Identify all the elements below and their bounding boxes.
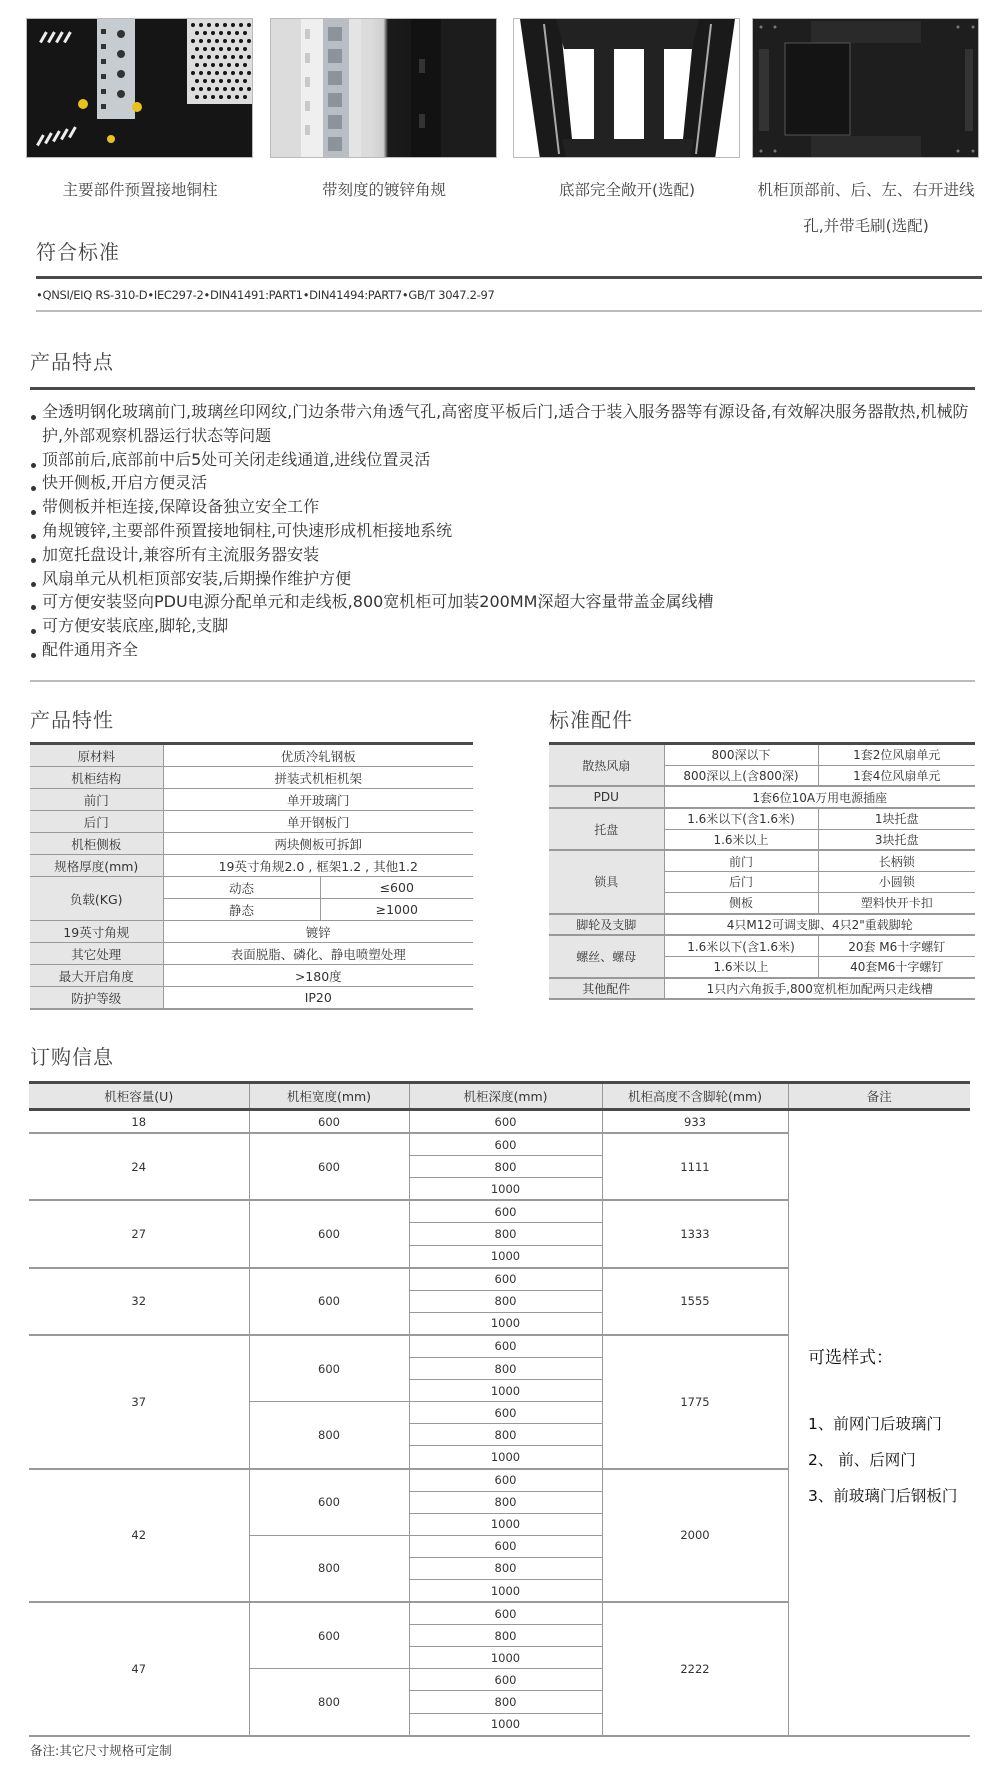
table-row (30, 744, 473, 767)
spec-label: 前门 (30, 789, 163, 811)
acc-value: 3块托盘 (818, 829, 975, 850)
table-header-row (29, 1083, 970, 1110)
specs-table (30, 742, 473, 1010)
acc-value: 1块托盘 (818, 808, 975, 829)
feature-item: 加宽托盘设计,兼容所有主流服务器安装 (30, 543, 975, 567)
divider (30, 680, 975, 682)
width-cell: 600 (249, 1469, 409, 1536)
height-cell: 1333 (602, 1200, 788, 1267)
open-bottom-photo (513, 18, 740, 158)
grounding-copper-post-photo (26, 18, 253, 158)
capacity-cell: 27 (29, 1200, 249, 1267)
spec-value: 优质冷轧钢板 (163, 744, 473, 767)
table-row (30, 789, 473, 811)
acc-label: 散热风扇 (549, 744, 664, 787)
spec-value: ≤600 (320, 877, 473, 899)
height-cell: 933 (602, 1110, 788, 1134)
table-row (30, 877, 473, 899)
table-row (549, 935, 975, 956)
capacity-cell: 32 (29, 1268, 249, 1335)
height-cell: 1775 (602, 1335, 788, 1469)
acc-label: 锁具 (549, 850, 664, 913)
depth-cell: 600 (409, 1535, 602, 1557)
spec-label: 后门 (30, 811, 163, 833)
feature-item: 带侧板并柜连接,保障设备独立安全工作 (30, 495, 975, 519)
optional-style-item: 3、前玻璃门后钢板门 (808, 1487, 958, 1505)
capacity-cell: 47 (29, 1602, 249, 1736)
depth-cell: 600 (409, 1602, 602, 1625)
spec-sub-label: 动态 (163, 877, 320, 899)
acc-value: 1只内六角扳手,800宽机柜加配两只走线槽 (664, 978, 975, 1000)
spec-value: 表面脱脂、磷化、静电喷塑处理 (163, 943, 473, 965)
acc-cond: 1.6米以下(含1.6米) (664, 935, 818, 956)
depth-cell: 600 (409, 1200, 602, 1223)
photo-caption: 主要部件预置接地铜柱 (62, 181, 218, 199)
acc-cond: 1.6米以下(含1.6米) (664, 808, 818, 829)
acc-label: 螺丝、螺母 (549, 935, 664, 977)
table-row (549, 850, 975, 871)
table-row (549, 786, 975, 808)
spec-sub-label: 静态 (163, 899, 320, 921)
width-cell: 800 (249, 1669, 409, 1736)
accessories-table (549, 742, 975, 1000)
spec-value: 单开钢板门 (163, 811, 473, 833)
capacity-cell: 42 (29, 1469, 249, 1603)
acc-label: 托盘 (549, 808, 664, 850)
depth-cell: 800 (409, 1691, 602, 1713)
optional-style-item: 1、前网门后玻璃门 (808, 1415, 942, 1433)
table-row (30, 811, 473, 833)
column-header: 机柜高度不含脚轮(mm) (602, 1083, 788, 1110)
standards-heading: 符合标准 (36, 240, 120, 264)
spec-value: 单开玻璃门 (163, 789, 473, 811)
capacity-cell: 24 (29, 1133, 249, 1200)
table-row (549, 744, 975, 766)
spec-value: 镀锌 (163, 921, 473, 943)
table-row (30, 987, 473, 1010)
depth-cell: 800 (409, 1358, 602, 1380)
depth-cell: 600 (409, 1402, 602, 1424)
spec-label: 其它处理 (30, 943, 163, 965)
column-header: 机柜宽度(mm) (249, 1083, 409, 1110)
table-row (30, 833, 473, 855)
width-cell: 800 (249, 1402, 409, 1469)
spec-value: 19英寸角规2.0 , 框架1.2 , 其他1.2 (163, 855, 473, 877)
acc-label: 其他配件 (549, 978, 664, 1000)
depth-cell: 600 (409, 1469, 602, 1492)
spec-value: 两块侧板可拆卸 (163, 833, 473, 855)
acc-label: PDU (549, 786, 664, 808)
depth-cell: 1000 (409, 1312, 602, 1335)
table-row (549, 808, 975, 829)
depth-cell: 600 (409, 1268, 602, 1291)
feature-item: 快开侧板,开启方便灵活 (30, 471, 975, 495)
feature-item: 全透明钢化玻璃前门,玻璃丝印网纹,门边条带六角透气孔,高密度平板后门,适合于装入服务器等有源设备,有效解决服务器散热,机械防护,外部观察机器运行状态等问题 (30, 400, 975, 448)
depth-cell: 600 (409, 1335, 602, 1358)
feature-item: 角规镀锌,主要部件预置接地铜柱,可快速形成机柜接地系统 (30, 519, 975, 543)
acc-value: 小圆锁 (818, 872, 975, 893)
spec-label: 最大开启角度 (30, 965, 163, 987)
depth-cell: 800 (409, 1156, 602, 1178)
column-header: 机柜深度(mm) (409, 1083, 602, 1110)
table-row (549, 978, 975, 1000)
photo-caption: 机柜顶部前、后、左、右开进线孔,并带毛刷(选配) (757, 181, 975, 235)
width-cell: 600 (249, 1268, 409, 1335)
table-row (29, 1110, 970, 1134)
acc-cond: 后门 (664, 872, 818, 893)
depth-cell: 800 (409, 1424, 602, 1446)
acc-cond: 1.6米以上 (664, 829, 818, 850)
spec-label: 19英寸角规 (30, 921, 163, 943)
capacity-cell: 18 (29, 1110, 249, 1134)
feature-item: 顶部前后,底部前中后5处可关闭走线通道,进线位置灵活 (30, 448, 975, 472)
spec-value: ≥1000 (320, 899, 473, 921)
acc-cond: 侧板 (664, 892, 818, 913)
depth-cell: 800 (409, 1491, 602, 1513)
width-cell: 600 (249, 1133, 409, 1200)
specs-heading: 产品特性 (30, 708, 114, 732)
spec-value: IP20 (163, 987, 473, 1010)
height-cell: 2000 (602, 1469, 788, 1603)
acc-cond: 800深以上(含800深) (664, 765, 818, 786)
depth-cell: 1000 (409, 1579, 602, 1602)
height-cell: 1555 (602, 1268, 788, 1335)
top-cable-entry-photo (752, 18, 979, 158)
feature-item: 配件通用齐全 (30, 638, 975, 662)
depth-cell: 1000 (409, 1446, 602, 1469)
photo-caption: 底部完全敞开(选配) (558, 181, 696, 199)
spec-label: 原材料 (30, 744, 163, 767)
feature-list (30, 400, 975, 662)
galvanized-rail-photo (270, 18, 497, 158)
spec-label: 规格厚度(mm) (30, 855, 163, 877)
standards-text: •QNSI/EIQ RS-310-D•IEC297-2•DIN41491:PART1•DIN41494:PART7•GB/T 3047.2-97 (36, 288, 495, 302)
table-row (30, 855, 473, 877)
spec-value: >180度 (163, 965, 473, 987)
column-header: 备注 (788, 1083, 970, 1110)
divider (36, 276, 982, 279)
depth-cell: 800 (409, 1223, 602, 1245)
capacity-cell: 37 (29, 1335, 249, 1469)
depth-cell: 600 (409, 1669, 602, 1691)
depth-cell: 800 (409, 1557, 602, 1579)
depth-cell: 1000 (409, 1647, 602, 1669)
depth-cell: 1000 (409, 1178, 602, 1201)
table-row (30, 965, 473, 987)
depth-cell: 800 (409, 1625, 602, 1647)
photo-caption: 带刻度的镀锌角规 (321, 181, 446, 199)
order-table (29, 1081, 970, 1737)
spec-value: 拼装式机柜机架 (163, 767, 473, 789)
table-row (30, 767, 473, 789)
spec-label: 机柜结构 (30, 767, 163, 789)
width-cell: 800 (249, 1535, 409, 1602)
acc-value: 1套6位10A万用电源插座 (664, 786, 975, 808)
column-header: 机柜容量(U) (29, 1083, 249, 1110)
depth-cell: 1000 (409, 1245, 602, 1268)
acc-value: 40套M6十字螺钉 (818, 956, 975, 977)
width-cell: 600 (249, 1335, 409, 1402)
divider (30, 387, 975, 390)
acc-value: 1套2位风扇单元 (818, 744, 975, 766)
height-cell: 1111 (602, 1133, 788, 1200)
height-cell: 2222 (602, 1602, 788, 1736)
accessories-heading: 标准配件 (549, 708, 633, 732)
acc-value: 长柄锁 (818, 850, 975, 871)
depth-cell: 600 (409, 1133, 602, 1156)
table-row (549, 914, 975, 936)
order-heading: 订购信息 (30, 1045, 114, 1069)
depth-cell: 800 (409, 1290, 602, 1312)
optional-styles-title: 可选样式： (808, 1348, 893, 1368)
table-row (30, 943, 473, 965)
acc-value: 20套 M6十字螺钉 (818, 935, 975, 956)
depth-cell: 1000 (409, 1713, 602, 1736)
acc-cond: 前门 (664, 850, 818, 871)
optional-style-item: 2、 前、后网门 (808, 1451, 916, 1469)
spec-label: 机柜侧板 (30, 833, 163, 855)
spec-label: 负载(KG) (30, 877, 163, 921)
width-cell: 600 (249, 1602, 409, 1669)
feature-item: 可方便安装底座,脚轮,支脚 (30, 614, 975, 638)
depth-cell: 1000 (409, 1380, 602, 1402)
feature-item: 风扇单元从机柜顶部安装,后期操作维护方便 (30, 567, 975, 591)
table-row (30, 921, 473, 943)
depth-cell: 1000 (409, 1513, 602, 1535)
features-heading: 产品特点 (30, 350, 114, 374)
width-cell: 600 (249, 1110, 409, 1134)
width-cell: 600 (249, 1200, 409, 1267)
acc-value: 1套4位风扇单元 (818, 765, 975, 786)
divider (36, 310, 982, 312)
feature-item: 可方便安装竖向PDU电源分配单元和走线板,800宽机柜可加装200MM深超大容量带盖金属线槽 (30, 590, 975, 614)
depth-cell: 600 (409, 1110, 602, 1134)
acc-cond: 1.6米以上 (664, 956, 818, 977)
acc-label: 脚轮及支脚 (549, 914, 664, 936)
acc-cond: 800深以下 (664, 744, 818, 766)
spec-label: 防护等级 (30, 987, 163, 1010)
acc-value: 4只M12可调支脚、4只2"重载脚轮 (664, 914, 975, 936)
footer-note: 备注:其它尺寸规格可定制 (30, 1743, 172, 1758)
acc-value: 塑料快开卡扣 (818, 892, 975, 913)
